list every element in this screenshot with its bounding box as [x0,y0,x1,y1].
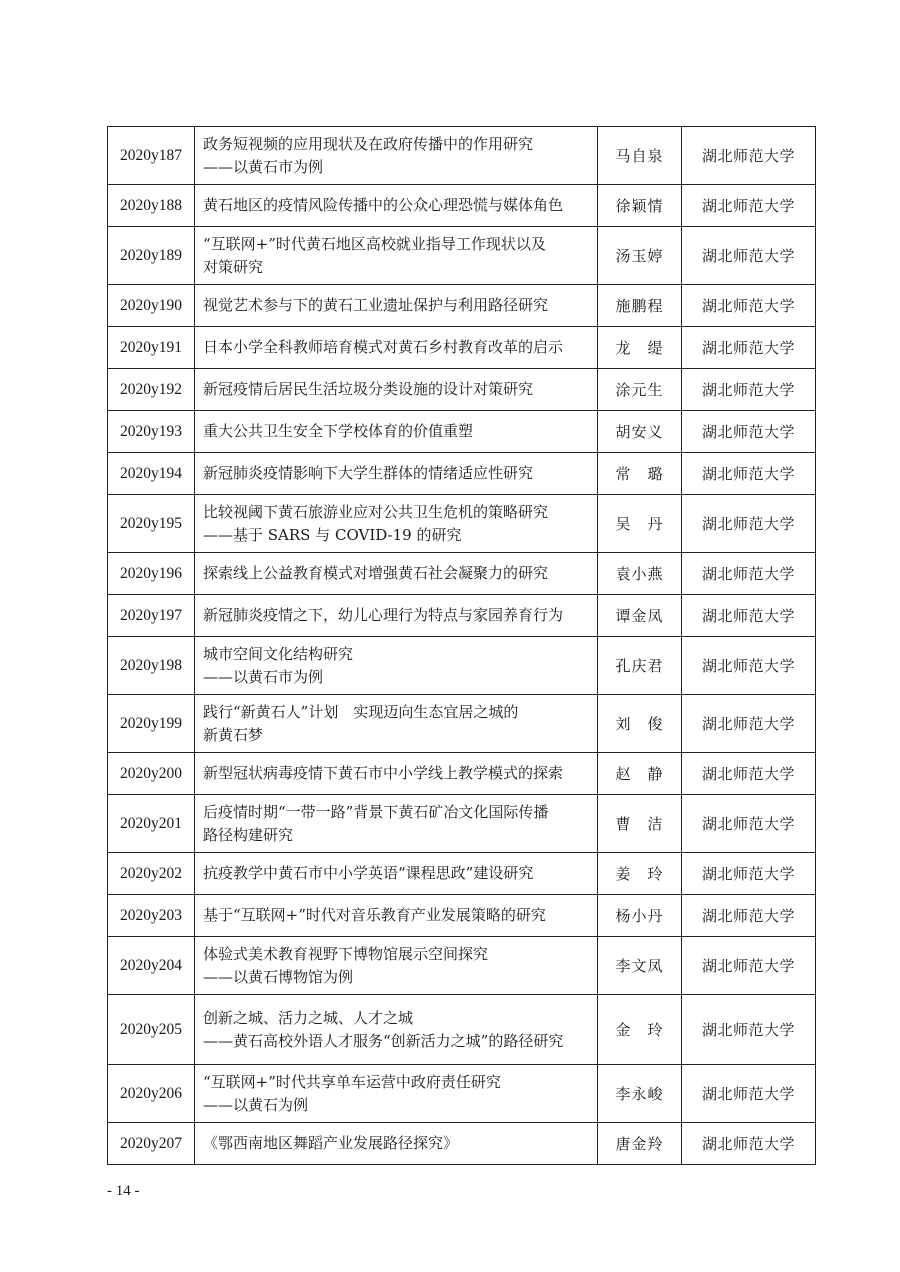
project-organization: 湖北师范大学 [682,127,816,185]
project-subtitle-line: 路径构建研究 [203,825,294,844]
projects-table [107,126,816,1165]
project-title [195,185,598,227]
table-row [108,227,816,285]
project-title-line: 《鄂西南地区舞蹈产业发展路径探究》 [203,1134,459,1152]
project-organization: 湖北师范大学 [682,853,816,895]
project-title [195,1123,598,1165]
project-author: 杨小丹 [598,895,682,937]
table-row [108,495,816,553]
project-organization: 湖北师范大学 [682,553,816,595]
project-title [195,753,598,795]
project-organization: 湖北师范大学 [682,495,816,553]
project-author: 李永峻 [598,1065,682,1123]
project-code: 2020y202 [108,853,195,895]
project-title-line: 创新之城、活力之城、人才之城 [203,1008,414,1027]
project-title-line: “互联网+”时代黄石地区高校就业指导工作现状以及 [203,234,546,253]
project-title [195,495,598,553]
table-row [108,895,816,937]
project-organization: 湖北师范大学 [682,695,816,753]
project-title-line: 新型冠状病毒疫情下黄石市中小学线上教学模式的探索 [203,764,564,782]
project-title [195,453,598,495]
project-title-line: 探索线上公益教育模式对增强黄石社会凝聚力的研究 [203,564,549,582]
project-code: 2020y200 [108,753,195,795]
project-title-line: 抗疫教学中黄石市中小学英语“课程思政”建设研究 [203,864,534,882]
project-author: 涂元生 [598,369,682,411]
project-code: 2020y201 [108,795,195,853]
table-row [108,285,816,327]
projects-table-body [108,127,816,1165]
project-code: 2020y188 [108,185,195,227]
project-title-line: 城市空间文化结构研究 [203,644,354,663]
project-title [195,327,598,369]
project-organization: 湖北师范大学 [682,595,816,637]
project-author: 龙 缇 [598,327,682,369]
project-subtitle-line: ——以黄石为例 [203,1095,309,1114]
table-row [108,411,816,453]
table-row [108,595,816,637]
project-code: 2020y203 [108,895,195,937]
project-title [195,995,598,1065]
project-title-line: 践行“新黄石人”计划 实现迈向生态宜居之城的 [203,702,519,721]
page-number: - 14 - [107,1183,140,1199]
project-organization: 湖北师范大学 [682,327,816,369]
project-code: 2020y197 [108,595,195,637]
project-subtitle-line: 对策研究 [203,257,264,276]
table-row [108,369,816,411]
project-code: 2020y199 [108,695,195,753]
project-title [195,595,598,637]
project-title-line: 日本小学全科教师培育模式对黄石乡村教育改革的启示 [203,338,564,356]
project-title [195,369,598,411]
project-title [195,127,598,185]
project-code: 2020y192 [108,369,195,411]
project-author: 孔庆君 [598,637,682,695]
project-title-line: 视觉艺术参与下的黄石工业遗址保护与利用路径研究 [203,296,549,314]
project-code: 2020y195 [108,495,195,553]
project-author: 刘 俊 [598,695,682,753]
project-author: 吴 丹 [598,495,682,553]
table-row [108,1065,816,1123]
project-author: 唐金羚 [598,1123,682,1165]
project-title-line: 新冠肺炎疫情影响下大学生群体的情绪适应性研究 [203,464,534,482]
project-title [195,227,598,285]
project-title [195,411,598,453]
project-code: 2020y207 [108,1123,195,1165]
project-organization: 湖北师范大学 [682,411,816,453]
project-code: 2020y206 [108,1065,195,1123]
project-subtitle-line: 新黄石梦 [203,725,264,744]
table-row [108,453,816,495]
project-code: 2020y189 [108,227,195,285]
project-code: 2020y198 [108,637,195,695]
project-title [195,937,598,995]
project-author: 施鹏程 [598,285,682,327]
project-organization: 湖北师范大学 [682,1123,816,1165]
project-code: 2020y190 [108,285,195,327]
table-row [108,937,816,995]
table-row [108,185,816,227]
project-code: 2020y193 [108,411,195,453]
project-title [195,853,598,895]
project-title [195,1065,598,1123]
project-subtitle-line: ——以黄石博物馆为例 [203,967,354,986]
table-row [108,853,816,895]
project-author: 曹 洁 [598,795,682,853]
project-title-line: “互联网+”时代共享单车运营中政府责任研究 [203,1072,501,1091]
project-author: 汤玉婷 [598,227,682,285]
project-code: 2020y194 [108,453,195,495]
table-row [108,327,816,369]
project-title-line: 比较视阈下黄石旅游业应对公共卫生危机的策略研究 [203,502,549,521]
table-row [108,995,816,1065]
project-organization: 湖北师范大学 [682,227,816,285]
project-organization: 湖北师范大学 [682,753,816,795]
project-organization: 湖北师范大学 [682,637,816,695]
project-subtitle-line: ——以黄石市为例 [203,667,324,686]
project-organization: 湖北师范大学 [682,937,816,995]
table-row [108,637,816,695]
project-author: 赵 静 [598,753,682,795]
project-author: 常 璐 [598,453,682,495]
project-title-line: 重大公共卫生安全下学校体育的价值重塑 [203,422,474,440]
project-organization: 湖北师范大学 [682,369,816,411]
project-code: 2020y204 [108,937,195,995]
project-title-line: 新冠疫情后居民生活垃圾分类设施的设计对策研究 [203,380,534,398]
project-code: 2020y191 [108,327,195,369]
project-organization: 湖北师范大学 [682,895,816,937]
project-author: 徐颖情 [598,185,682,227]
project-title-line: 新冠肺炎疫情之下，幼儿心理行为特点与家园养育行为 [203,606,564,624]
project-organization: 湖北师范大学 [682,285,816,327]
project-code: 2020y196 [108,553,195,595]
project-subtitle-line: ——基于 SARS 与 COVID-19 的研究 [203,525,462,544]
project-organization: 湖北师范大学 [682,1065,816,1123]
project-title [195,553,598,595]
project-subtitle-line: ——黄石高校外语人才服务“创新活力之城”的路径研究 [203,1031,564,1050]
project-title-line: 基于“互联网+”时代对音乐教育产业发展策略的研究 [203,906,546,924]
project-title-line: 黄石地区的疫情风险传播中的公众心理恐慌与媒体角色 [203,196,564,214]
project-title [195,285,598,327]
project-author: 谭金凤 [598,595,682,637]
table-row [108,553,816,595]
project-author: 姜 玲 [598,853,682,895]
project-code: 2020y187 [108,127,195,185]
table-row [108,1123,816,1165]
project-title-line: 体验式美术教育视野下博物馆展示空间探究 [203,944,489,963]
project-code: 2020y205 [108,995,195,1065]
project-subtitle-line: ——以黄石市为例 [203,157,324,176]
project-title [195,695,598,753]
project-title-line: 政务短视频的应用现状及在政府传播中的作用研究 [203,134,534,153]
table-row [108,753,816,795]
table-row [108,795,816,853]
project-title [195,637,598,695]
project-author: 马自泉 [598,127,682,185]
project-title [195,895,598,937]
project-title [195,795,598,853]
table-row [108,127,816,185]
table-row [108,695,816,753]
project-title-line: 后疫情时期“一带一路”背景下黄石矿冶文化国际传播 [203,802,549,821]
project-organization: 湖北师范大学 [682,453,816,495]
project-organization: 湖北师范大学 [682,795,816,853]
project-organization: 湖北师范大学 [682,185,816,227]
project-organization: 湖北师范大学 [682,995,816,1065]
project-author: 胡安义 [598,411,682,453]
project-author: 袁小燕 [598,553,682,595]
project-author: 金 玲 [598,995,682,1065]
project-author: 李文凤 [598,937,682,995]
